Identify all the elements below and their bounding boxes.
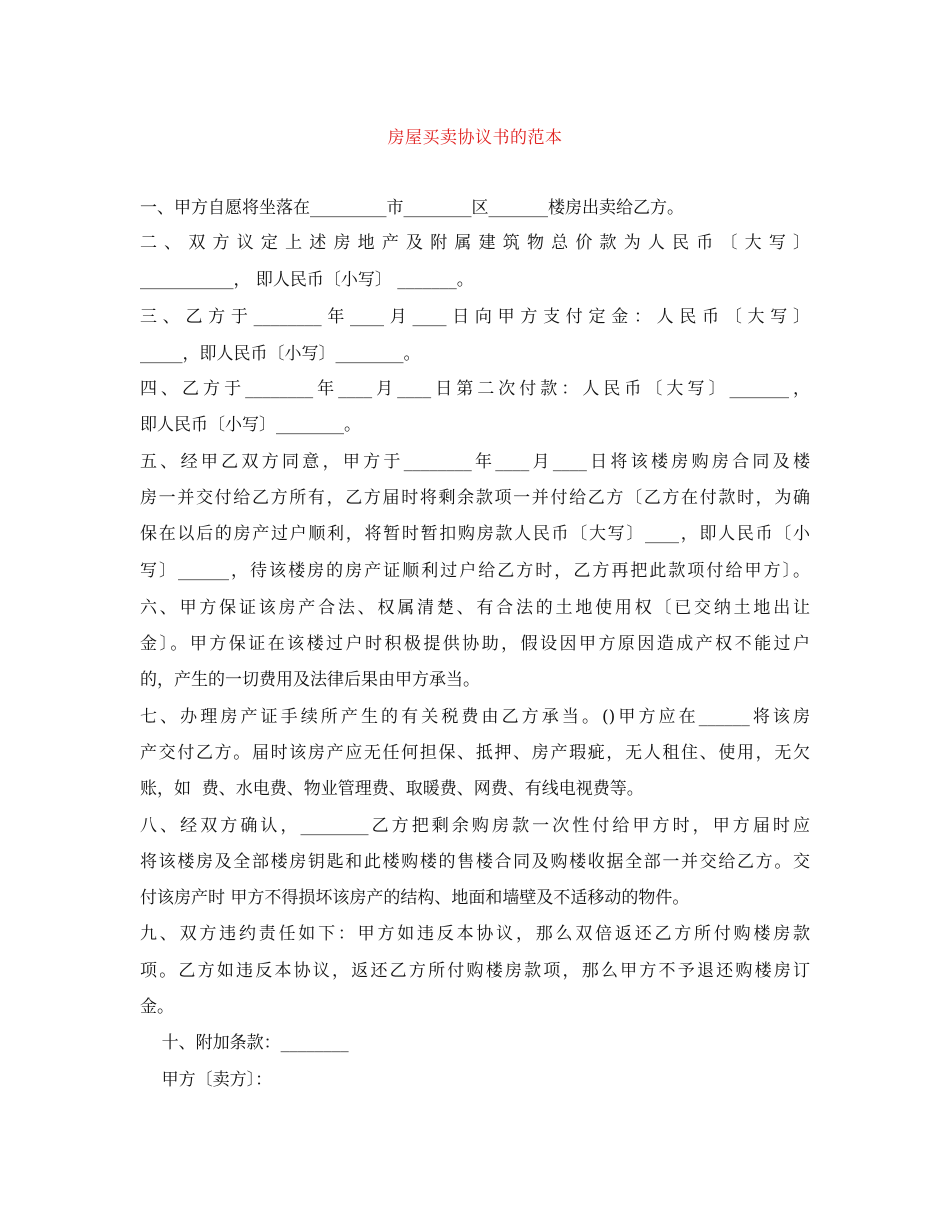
text-line-10: 保在以后的房产过户顺利，将暂时暂扣购房款人民币〔大写〕____，即人民币〔小: [140, 524, 810, 544]
text-line-3: ___________， 即人民币〔小写〕 _______。: [140, 270, 474, 290]
text-line-11: 写〕______，待该楼房的房产证顺利过户给乙方时，乙方再把此款项付给甲方〕。: [140, 561, 810, 581]
text-line-9: 房一并交付给乙方所有，乙方届时将剩余款项一并付给乙方〔乙方在付款时，为确: [140, 488, 810, 508]
text-line-13: 金〕。甲方保证在该楼过户时积极提供协助，假设因甲方原因造成产权不能过户: [140, 634, 810, 654]
text-line-8: 五、经甲乙双方同意，甲方于________年____月____日将该楼房购房合同及楼: [140, 452, 810, 472]
text-line-21: 九、双方违约责任如下：甲方如违反本协议，那么双倍返还乙方所付购楼房款: [140, 924, 810, 944]
text-line-19: 将该楼房及全部楼房钥匙和此楼购楼的售楼合同及购楼收据全部一并交给乙方。交: [140, 852, 810, 872]
text-line-22: 项。乙方如违反本协议，返还乙方所付购楼房款项，那么甲方不予退还购楼房订: [140, 961, 810, 981]
text-line-24: 十、附加条款：________: [140, 1033, 349, 1053]
text-line-12: 六、甲方保证该房产合法、权属清楚、有合法的土地使用权〔已交纳土地出让: [140, 598, 810, 618]
text-line-23: 金。: [140, 997, 174, 1017]
text-line-14: 的，产生的一切费用及法律后果由甲方承当。: [140, 670, 480, 690]
text-line-18: 八、经双方确认，________乙方把剩余购房款一次性付给甲方时，甲方届时应: [140, 816, 810, 836]
text-line-17: 账，如 费、水电费、物业管理费、取暖费、网费、有线电视费等。: [140, 779, 644, 799]
text-line-20: 付该房产时 甲方不得损坏该房产的结构、地面和墙壁及不适移动的物件。: [140, 888, 690, 908]
text-line-5: _____，即人民币〔小写〕________。: [140, 344, 421, 364]
text-line-7: 即人民币〔小写〕________。: [140, 415, 361, 435]
text-line-15: 七、办理房产证手续所产生的有关税费由乙方承当。()甲方应在______将该房: [140, 707, 810, 727]
text-line-4: 三、乙方于________年____月____日向甲方支付定金：人民币〔大写〕: [140, 307, 810, 327]
text-line-6: 四、乙方于________年____月____日第二次付款：人民币〔大写〕_______，: [140, 379, 810, 399]
text-line-1: 一、甲方自愿将坐落在_________市________区_______楼房出卖给乙方。: [140, 198, 684, 218]
text-line-25: 甲方〔卖方〕：: [140, 1070, 273, 1090]
text-line-16: 产交付乙方。届时该房产应无任何担保、抵押、房产瑕疵，无人租住、使用，无欠: [140, 743, 810, 763]
text-line-2: 二、双方议定上述房地产及附属建筑物总价款为人民币〔大写〕: [140, 233, 810, 253]
document-title: 房屋买卖协议书的范本: [387, 128, 563, 148]
